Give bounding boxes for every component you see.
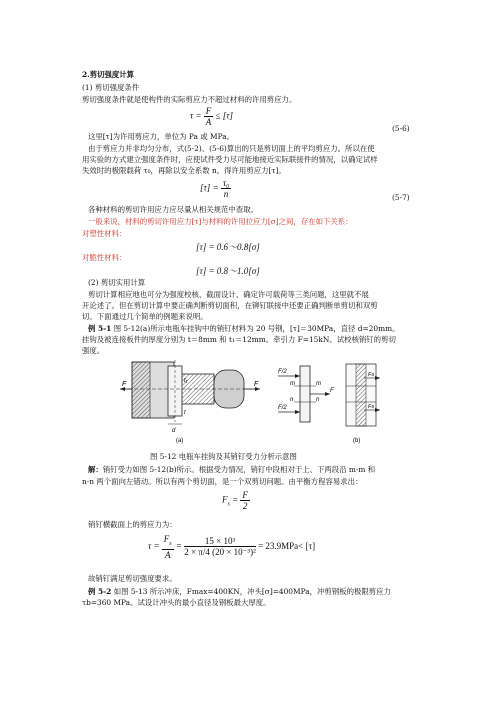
hitch-drawing	[120, 360, 260, 424]
equation-shear-force: $F_s$ = $\frac{F}{2}$	[222, 490, 248, 511]
shear-force-label: Fs	[368, 404, 375, 410]
section-label-m: m	[290, 381, 295, 387]
section-label-m: m	[316, 381, 321, 387]
highlight-line: 对塑性材料：	[82, 229, 127, 238]
paragraph-line: 失效时的极限载荷 τ₀，再除以安全系数 n，得许用剪应力[τ]。	[82, 166, 286, 175]
force-label: F	[254, 381, 259, 388]
equation-brittle: [τ] = 0.8～1.0[σ]	[196, 266, 260, 276]
section-label-n: n	[290, 397, 294, 403]
paragraph-line: n-n 两个面向左错动。所以有两个剪切面，是一个双剪切问题。由平衡方程容易求出：	[82, 477, 363, 486]
solution-line: 解：销钉受力如图 5-12(b)所示。根据受力情况，销钉中段相对于上、下两段沿 m-m 和	[88, 465, 376, 474]
equation-5-7: [τ] = $\frac{\text{τ₀}}{n}$	[200, 178, 230, 199]
paragraph-line: 这里[τ]为许用剪应力，单位为 Pa 或 MPa。	[88, 132, 235, 141]
force-label: F/2	[278, 369, 287, 375]
equation-plastic: [τ] = 0.6～0.8[σ]	[196, 242, 260, 252]
diameter-label: d	[172, 428, 176, 434]
figure-caption: 图 5-12 电瓶车挂钩及其销钉受力分析示意图	[150, 452, 297, 461]
force-label: F	[330, 388, 334, 394]
paragraph-line: 故销钉满足剪切强度要求。	[88, 574, 177, 583]
paragraph-line: 切。下面通过几个简单的例题来说明。	[82, 312, 208, 321]
equation-number: (5-6)	[392, 124, 410, 133]
figure-label-a: (a)	[176, 438, 184, 444]
figure-5-12	[118, 356, 388, 444]
paragraph-line: 各种材料的剪切许用应力应尽量从相关规范中查取。	[88, 205, 258, 214]
section-title: 2.剪切强度计算	[82, 70, 135, 79]
pin-force-diagram	[278, 364, 380, 426]
thickness-label: t₁	[184, 378, 188, 384]
paragraph-line: 强度。	[82, 346, 105, 355]
paragraph-line: τb=360 MPa。试设计冲头的最小直径及钢板最大厚度。	[82, 598, 271, 607]
shear-force-label: Fs	[368, 372, 375, 378]
highlight-line: 对脆性材料：	[82, 253, 127, 262]
equation-shear-stress: τ = $\frac{F_s}{A}$ = $\frac{\text{15 × 10³}}{\text{2 × π/4 (20 × 10⁻³)²}}$ = 23.9MPa< [τ]	[148, 534, 316, 560]
equation-5-6: τ = $\frac{F}{A}$ ≤ [τ]	[190, 106, 233, 127]
highlight-line: 一般来说，材料的剪切许用应力[τ]与材料的许用拉应力[σ]之间，存在如下关系：	[88, 217, 353, 226]
example-1: 例 5-1 图 5-12(a)所示电瓶车挂钩中的销钉材料为 20 号钢，[τ]＝30MPa，直径 d=20mm。	[88, 324, 400, 333]
thickness-label: t	[184, 410, 186, 416]
section-label-n: n	[316, 397, 320, 403]
example-2: 例 5-2 如图 5-13 所示冲床，Fmax=400KN，冲头[σ]=400MPa，冲剪钢板的极限剪应力	[88, 587, 391, 596]
subsection-1: (1) 剪切强度条件	[82, 83, 140, 92]
force-label: F/2	[278, 405, 287, 411]
paragraph-line: 由于剪应力并非均匀分布，式(5-2)、(5-6)算出的只是剪切面上的平均剪应力。所以在使	[88, 144, 375, 153]
paragraph-line: 剪切计算相应地也可分为强度校核、截面设计、确定许可载荷等三类问题，这里就不展	[88, 290, 369, 299]
paragraph-line: 剪切强度条件就是使构件的实际剪应力不超过材料的许用剪应力。	[82, 95, 297, 104]
paragraph-line: 用实验的方式建立强度条件时，应使试件受力尽可能地接近实际联接件的情况，以确定试样	[82, 155, 378, 164]
paragraph-line: 挂钩及被连接板件的厚度分别为 t＝8mm 和 t₁＝12mm。牵引力 F=15kN。试校核销钉的剪切	[82, 335, 396, 344]
paragraph-line: 开论述了。但在剪切计算中要正确判断剪切面积，在铆钉联接中还要正确判断单剪切和双剪	[82, 301, 378, 310]
subsection-2: (2) 剪切实用计算	[88, 278, 146, 287]
paragraph-line: 销钉横截面上的剪应力为：	[88, 520, 177, 529]
force-label: F	[122, 381, 127, 388]
figure-label-b: (b)	[353, 438, 361, 444]
equation-number: (5-7)	[392, 193, 410, 202]
